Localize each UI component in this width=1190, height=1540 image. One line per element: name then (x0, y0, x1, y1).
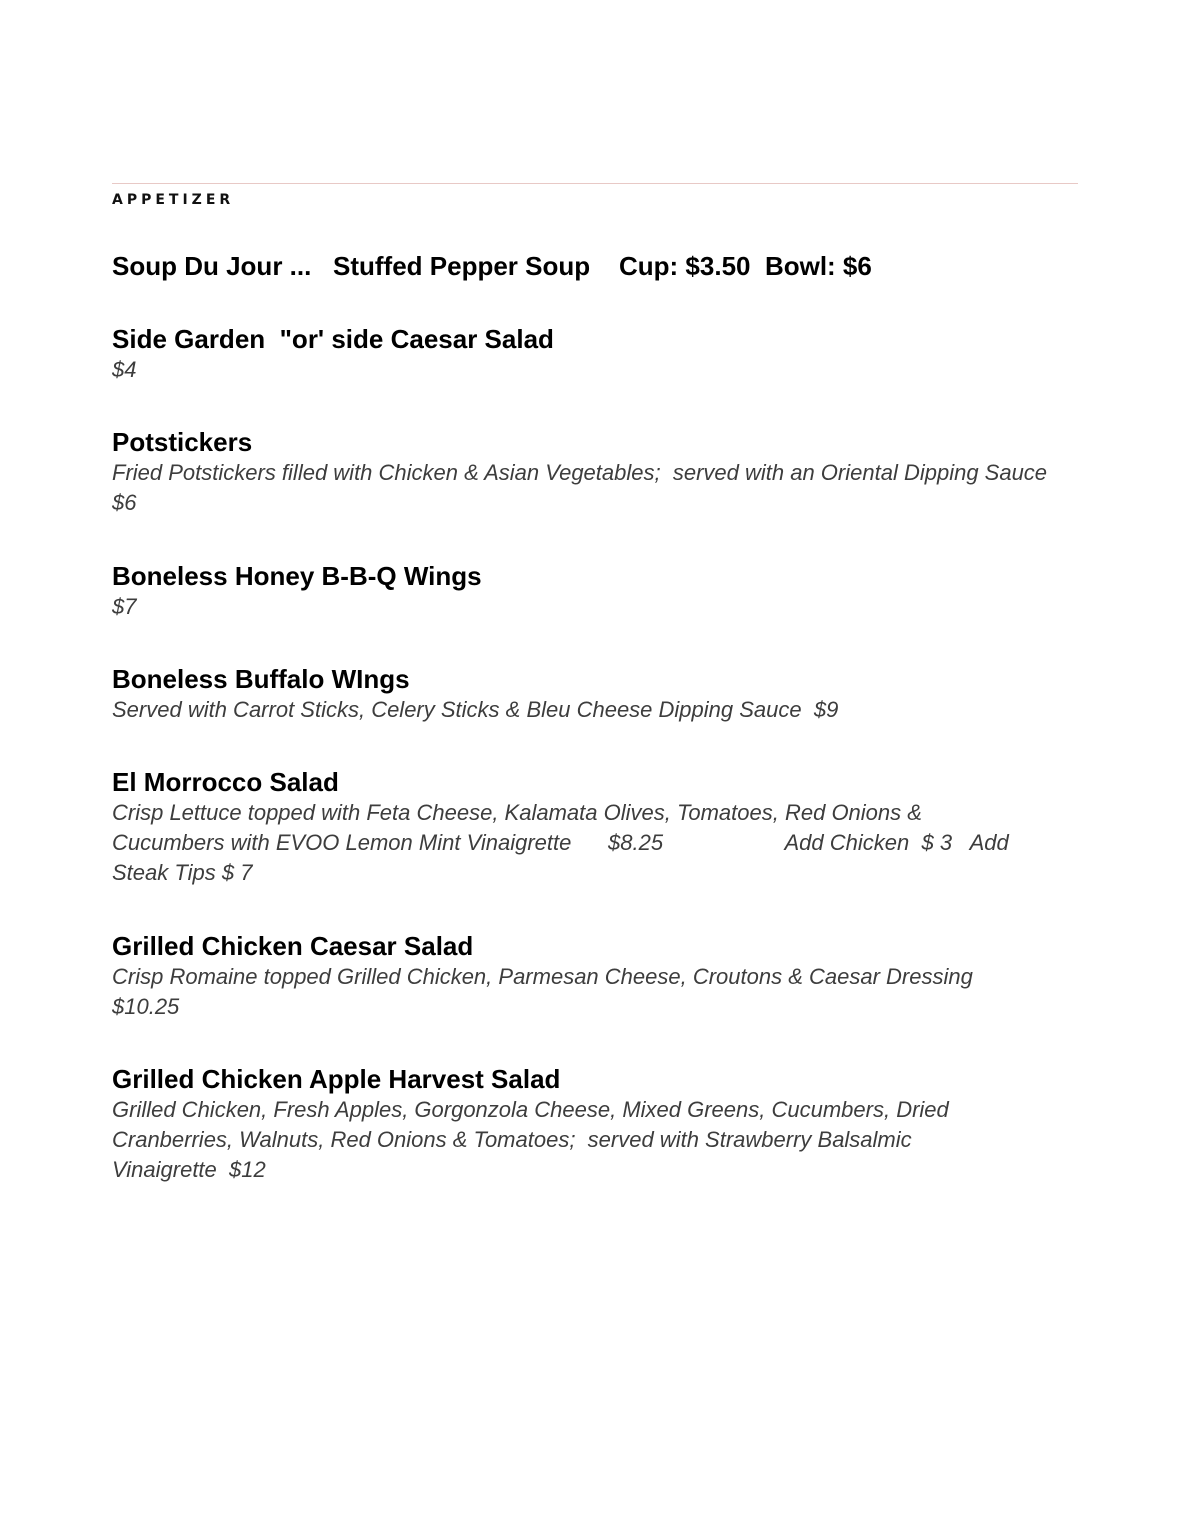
menu-item-side-salad (112, 323, 1072, 385)
item-description: Grilled Chicken, Fresh Apples, Gorgonzola Cheese, Mixed Greens, Cucumbers, Dried Cranberries, Walnuts, Red Onions & Tomatoes; served with Strawberry Balsalmic Vinaigrette $12 (112, 1097, 949, 1182)
item-description: Crisp Lettuce topped with Feta Cheese, Kalamata Olives, Tomatoes, Red Onions & Cucumbers with EVOO Lemon Mint Vinaigrette $8.25 Add Chicken $ 3 Add Steak Tips $ 7 (112, 800, 1009, 885)
section-divider (112, 183, 1078, 184)
item-name: Grilled Chicken Apple Harvest Salad (112, 1064, 561, 1094)
item-description: Fried Potstickers filled with Chicken & Asian Vegetables; served with an Oriental Dipping Sauce $6 (112, 460, 1060, 515)
item-name: Side Garden "or' side Caesar Salad (112, 324, 554, 354)
item-description: $4 (112, 357, 137, 382)
item-name: El Morrocco Salad (112, 767, 339, 797)
menu-item-apple-harvest (112, 1063, 1072, 1185)
item-description: $7 (112, 594, 137, 619)
menu-item-buffalo-wings (112, 663, 1072, 725)
item-name: Grilled Chicken Caesar Salad (112, 931, 474, 961)
item-name: Potstickers (112, 427, 253, 457)
item-name: Boneless Buffalo WIngs (112, 664, 410, 694)
menu-item-bbq-wings (112, 560, 1072, 622)
item-description: Crisp Romaine topped Grilled Chicken, Parmesan Cheese, Croutons & Caesar Dressing $10.25 (112, 964, 973, 1019)
menu-item-chicken-caesar (112, 930, 1072, 1022)
item-description: Served with Carrot Sticks, Celery Sticks & Bleu Cheese Dipping Sauce $9 (112, 697, 839, 722)
item-name: Soup Du Jour ... Stuffed Pepper Soup Cup: $3.50 Bowl: $6 (112, 251, 872, 281)
menu-item-morrocco-salad (112, 766, 1072, 888)
item-name: Boneless Honey B-B-Q Wings (112, 561, 482, 591)
menu-item-soup (112, 250, 1072, 282)
section-title: APPETIZER (112, 192, 235, 208)
menu-page (112, 0, 1078, 1540)
menu-item-potstickers (112, 426, 1072, 518)
